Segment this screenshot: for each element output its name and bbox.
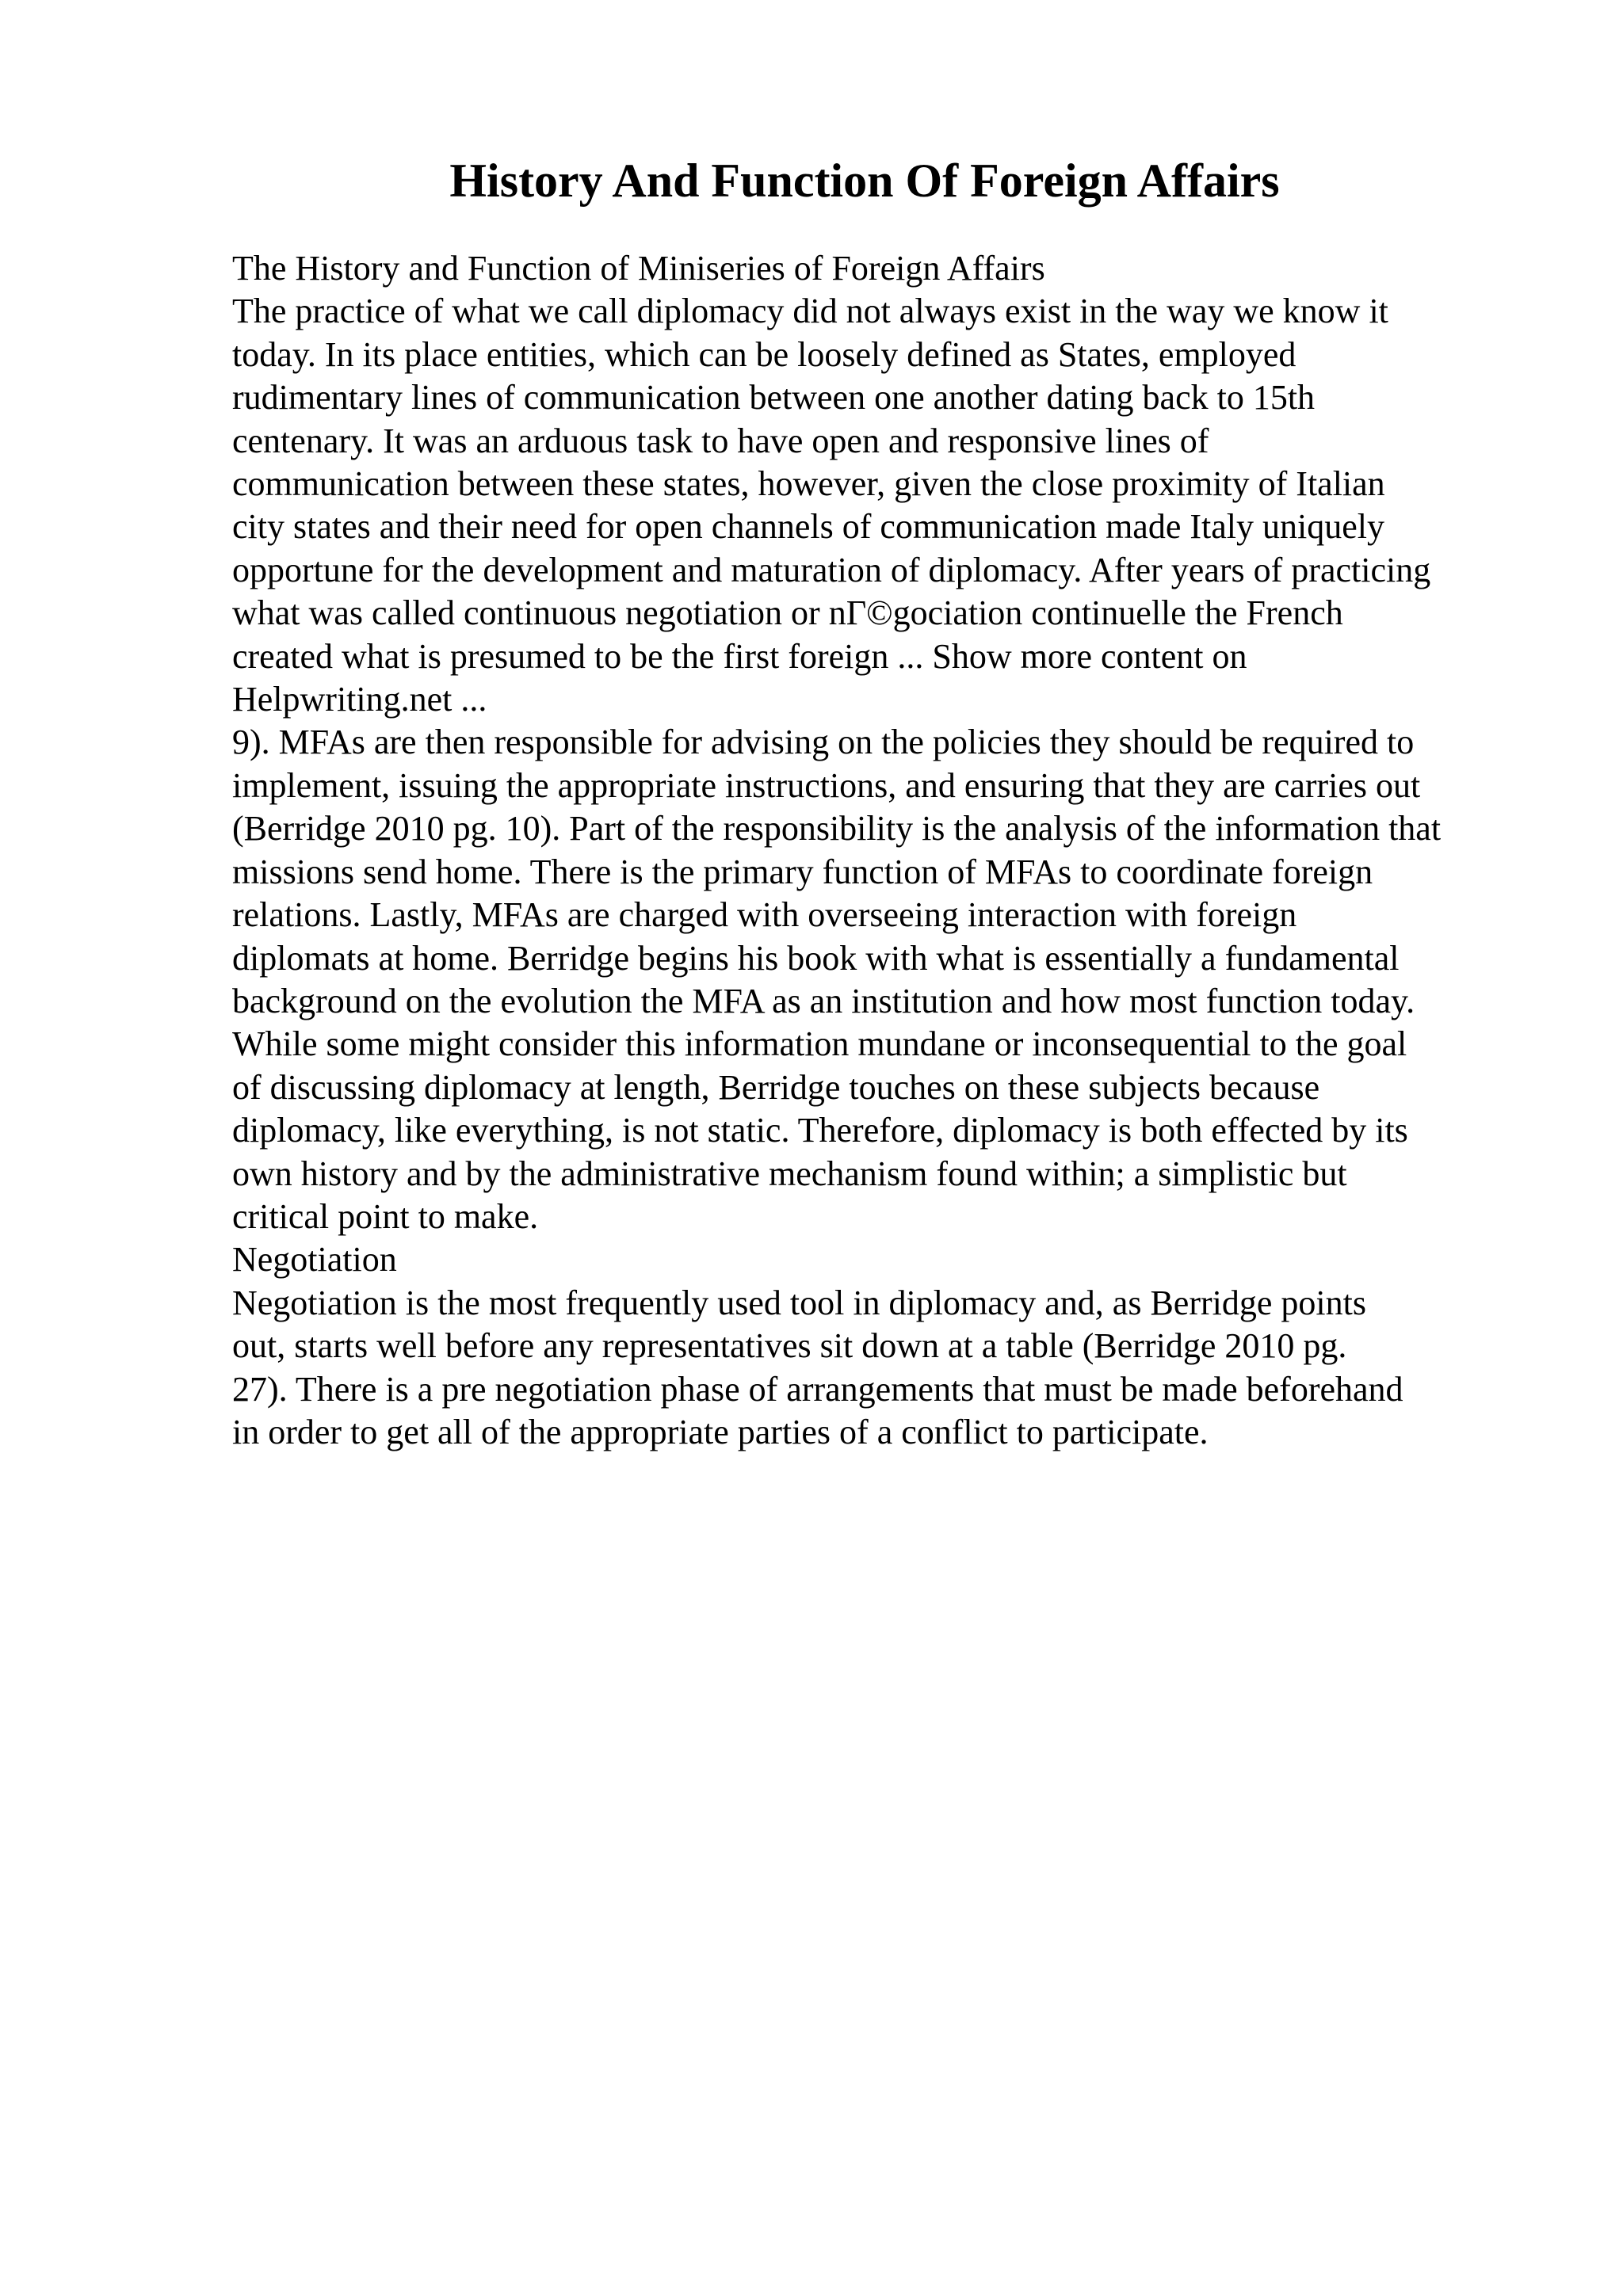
body-text-line: implement, issuing the appropriate instructions, and ensuring that they are carries out: [232, 765, 1421, 805]
document-body: [232, 247, 1595, 1454]
body-text-line: Helpwriting.net ...: [232, 680, 487, 719]
body-text-line: Negotiation is the most frequently used tool in diplomacy and, as Berridge points: [232, 1283, 1366, 1322]
body-text-line: of discussing diplomacy at length, Berridge touches on these subjects because: [232, 1067, 1320, 1107]
body-text-line: today. In its place entities, which can be loosely defined as States, employed: [232, 334, 1296, 374]
body-text-line: The practice of what we call diplomacy did not always exist in the way we know it: [232, 292, 1388, 331]
body-text-line: created what is presumed to be the first foreign ... Show more content on: [232, 636, 1247, 676]
body-text-line: communication between these states, however, given the close proximity of Italian: [232, 464, 1385, 504]
body-text-line: relations. Lastly, MFAs are charged with overseeing interaction with foreign: [232, 895, 1297, 935]
body-text-line: centenary. It was an arduous task to have open and responsive lines of: [232, 421, 1209, 460]
body-text-line: Negotiation: [232, 1240, 397, 1280]
body-text-line: city states and their need for open channels of communication made Italy uniquely: [232, 507, 1384, 547]
body-text-line: 27). There is a pre negotiation phase of arrangements that must be made beforehand: [232, 1369, 1403, 1409]
body-text-line: in order to get all of the appropriate parties of a conflict to participate.: [232, 1412, 1209, 1451]
body-text-line: diplomacy, like everything, is not static. Therefore, diplomacy is both effected by its: [232, 1111, 1408, 1150]
body-text-line: (Berridge 2010 pg. 10). Part of the responsibility is the analysis of the information that: [232, 809, 1442, 849]
body-text-line: The History and Function of Miniseries of Foreign Affairs: [232, 249, 1045, 288]
body-text-line: While some might consider this information mundane or inconsequential to the goal: [232, 1024, 1407, 1064]
body-text-line: what was called continuous negotiation or nΓ©gociation continuelle the French: [232, 593, 1343, 633]
body-text-line: out, starts well before any representatives sit down at a table (Berridge 2010 pg.: [232, 1326, 1347, 1366]
body-text-line: critical point to make.: [232, 1196, 539, 1236]
body-text-line: rudimentary lines of communication between one another dating back to 15th: [232, 378, 1316, 418]
body-text-line: diplomats at home. Berridge begins his book with what is essentially a fundamental: [232, 938, 1400, 978]
body-text-line: own history and by the administrative mechanism found within; a simplistic but: [232, 1154, 1347, 1193]
body-text-line: 9). MFAs are then responsible for advising on the policies they should be required to: [232, 723, 1415, 762]
body-text-line: missions send home. There is the primary function of MFAs to coordinate foreign: [232, 852, 1373, 891]
body-text-line: background on the evolution the MFA as an institution and how most function today.: [232, 981, 1415, 1020]
document-title: History And Function Of Foreign Affairs: [449, 154, 1280, 207]
body-text-line: opportune for the development and maturation of diplomacy. After years of practicing: [232, 550, 1431, 589]
